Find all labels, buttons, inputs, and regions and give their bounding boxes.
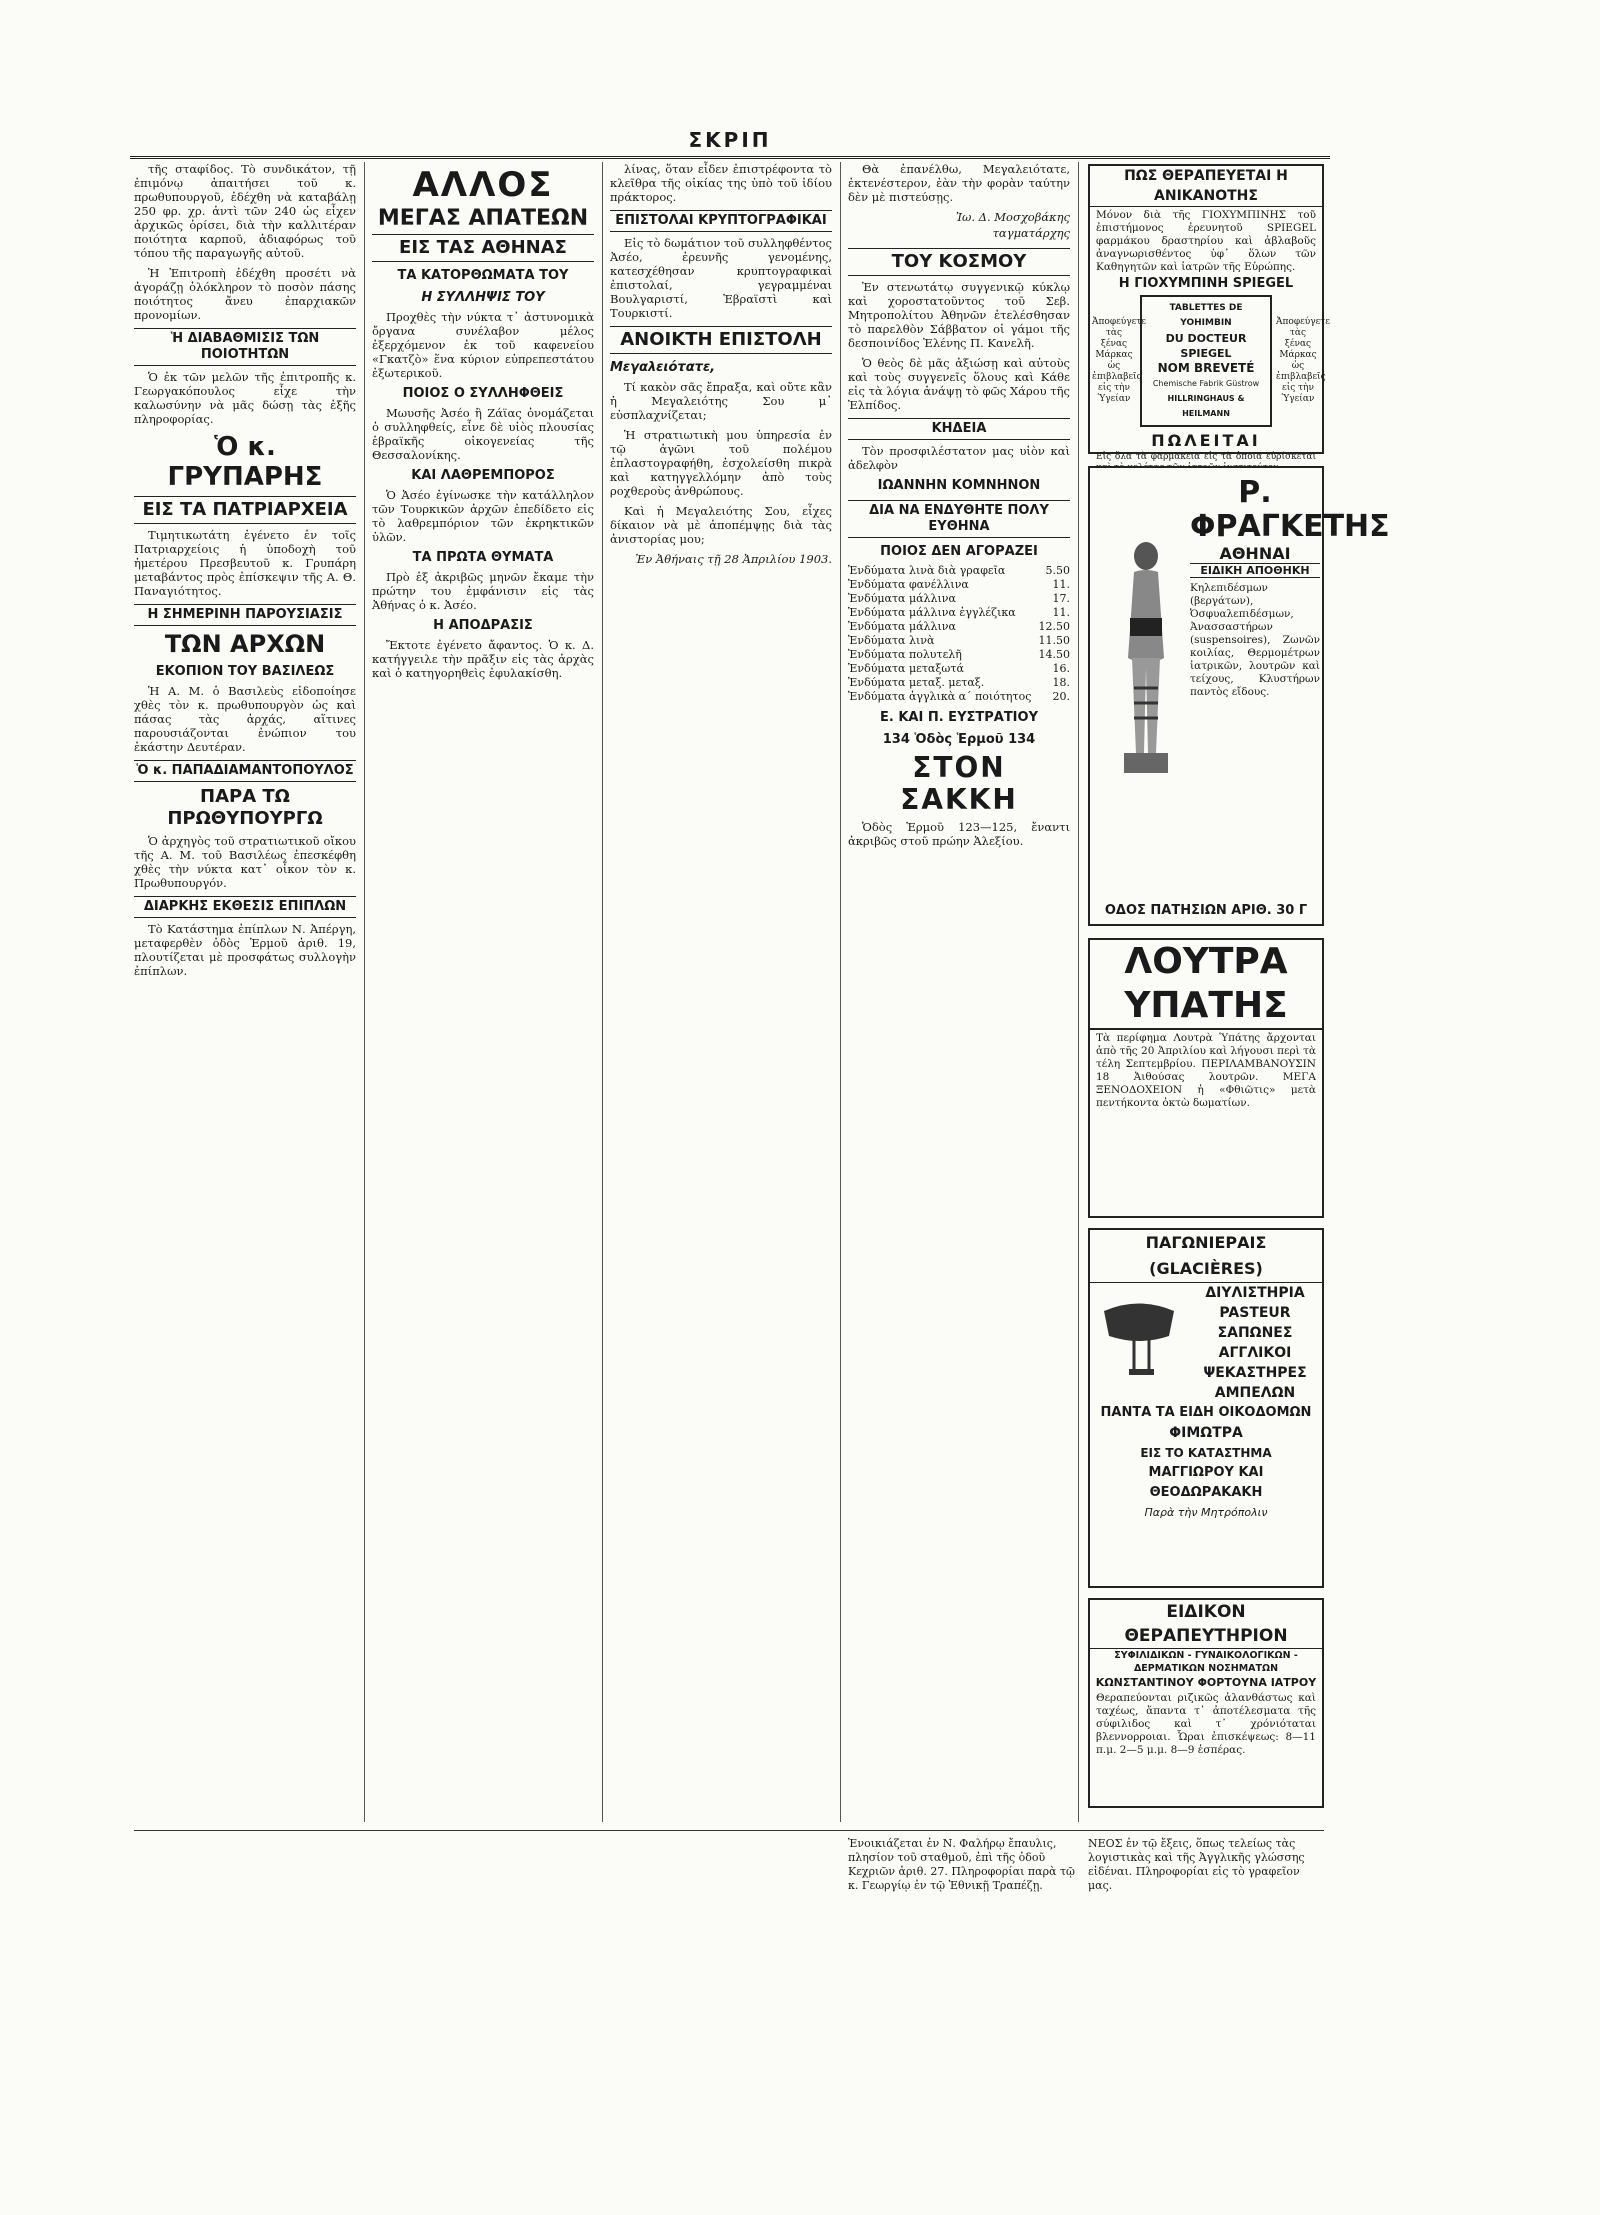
price-row: Ἐνδύματα μεταξωτά 16.: [848, 662, 1070, 675]
signature-name: Ἰω. Δ. Μοσχοβάκης: [955, 210, 1070, 224]
article-paragraph: Ἐν στενωτάτῳ συγγενικῷ κύκλῳ καὶ χοροστατοῦντος τοῦ Σεβ. Μητροπολίτου Ἀθηνῶν ἐτελέσθησαν τὸ παρελθὸν Σάββατον οἱ γάμοι τῆς δεσποινίδος Ἑλένης Π. Κανελῆ.: [848, 280, 1070, 350]
ad-text: Κηλεπιδέσμων (βεργάτων), Ὀσφυαλεπιδέσμων, Ἀνασσαστήρων (suspensoires), Ζωνῶν κοιλίας, Θερμομέτρων ἰατρικῶν, λουτρῶν καὶ τείχους, Κλυστήρων παντὸς εἴδους.: [1190, 582, 1320, 698]
masthead-title: ΣΚΡΙΠ: [688, 128, 772, 152]
subheading: Η ΣΥΛΛΗΨΙΣ ΤΟΥ: [421, 290, 545, 305]
section-heading: ΕΚΟΠΙΟΝ ΤΟΥ ΒΑΣΙΛΕΩΣ: [155, 664, 335, 679]
column-2: [372, 162, 594, 1822]
headline: ΕΙΣ ΤΑΣ ΑΘΗΝΑΣ: [372, 234, 594, 262]
section-heading: ΕΠΙΣΤΟΛΑΙ ΚΡΥΠΤΟΓΡΑΦΙΚΑΙ: [610, 210, 832, 232]
article-paragraph: Ὁ θεὸς δὲ μᾶς ἀξιώσῃ καὶ αὐτοὺς καὶ τοὺς συγγενεῖς ὅλους καὶ Κάθε εἰς τὰ λόγια ἀνάψῃ τὸ φῶς Χάρου τῆς Ἐλπίδος.: [848, 356, 1070, 412]
section-heading: ΚΗΔΕΙΑ: [848, 418, 1070, 440]
article-paragraph: Ὁ ἐκ τῶν μελῶν τῆς ἐπιτροπῆς κ. Γεωργακόπουλος εἶχε τὴν καλωσύνην νὰ μᾶς δώσῃ τὰς ἑξῆς πληροφορίας.: [134, 370, 356, 426]
headline: ΤΑ ΚΑΤΟΡΘΩΜΑΤΑ ΤΟΥ: [397, 268, 569, 283]
subheading: ΚΑΙ ΛΑΘΡΕΜΠΟΡΟΣ: [411, 468, 555, 483]
ad-subtitle: ΣΥΦΙΛΙΔΙΚΩΝ - ΓΥΝΑΙΚΟΛΟΓΙΚΩΝ - ΔΕΡΜΑΤΙΚΩΝ ΝΟΣΗΜΑΤΩΝ: [1114, 1650, 1298, 1674]
article-paragraph: Τί κακὸν σᾶς ἔπραξα, καὶ οὔτε κἂν ἡ Μεγαλειότης Σου μ᾽ εὐσπλαχνίζεται;: [610, 380, 832, 422]
ad-line: ΨΕΚΑΣΤΗΡΕΣ ΑΜΠΕΛΩΝ: [1203, 1365, 1307, 1401]
subheading: Η ΑΠΟΔΡΑΣΙΣ: [433, 618, 533, 633]
ad-label-box: TABLETTES DE YOHIMBIN DU DOCTEUR SPIEGEL NOM BREVETÉ Chemische Fabrik Güstrow HILLRINGHAUS & HEILMANN: [1140, 295, 1272, 427]
ad-store-name: ΜΑΓΓΙΩΡΟΥ ΚΑΙ ΘΕΟΔΩΡΑΚΑΚΗ: [1148, 1465, 1264, 1500]
article-paragraph: Τὸν προσφιλέστατον μας υἱὸν καὶ ἀδελφὸν: [848, 444, 1070, 472]
section-heading: ΔΙΑ ΝΑ ΕΝΔΥΘΗΤΕ ΠΟΛΥ ΕΥΘΗΝΑ: [848, 500, 1070, 538]
ad-footer: Εἰς ὅλα τὰ φαρμακεῖα εἰς τὰ ὁποῖα εὑρίσκεται: [1096, 452, 1316, 462]
article-paragraph: Ὁ Ἀσέο ἐγίνωσκε τὴν κατάλληλον τῶν Τουρκικῶν ἀρχῶν ἐπεδίδετο εἰς τὸ λαθρεμπόριον τῶν ἐκρηκτικῶν ὑλῶν.: [372, 488, 594, 544]
section-heading: ΠΟΙΟΣ ΔΕΝ ΑΓΟΡΑΖΕΙ: [880, 544, 1038, 559]
article-paragraph: λίνας, ὅταν εἶδεν ἐπιστρέφοντα τὸ κλεῖθρα τῆς οἰκίας της ὑπὸ τοῦ ἰδίου πράκτορος.: [610, 162, 832, 204]
ad-line: ΠΑΝΤΑ ΤΑ ΕΙΔΗ ΟΙΚΟΔΟΜΩΝ: [1100, 1405, 1312, 1420]
ad-line: ΦΙΜΩΤΡΑ: [1169, 1425, 1243, 1441]
section-heading: Η ΣΗΜΕΡΙΝΗ ΠΑΡΟΥΣΙΑΣΙΣ: [134, 604, 356, 626]
classified-left: Ἐνοικιάζεται ἐν Ν. Φαλήρῳ ἔπαυλις, πλησίον τοῦ σταθμοῦ, ἐπὶ τῆς ὁδοῦ Κεχριῶν ἀριθ. 27. Πληροφορίαι παρὰ τῷ κ. Γεωργίῳ ἐν τῷ Ἐθνικῇ Τραπέζῃ.: [848, 1837, 1076, 1892]
ad-title: ΠΑΓΩΝΙΕΡΑΙΣ (GLACIÈRES): [1090, 1230, 1322, 1283]
section-heading: ΑΝΟΙΚΤΗ ΕΠΙΣΤΟΛΗ: [610, 326, 832, 354]
store-name: Ε. ΚΑΙ Π. ΕΥΣΤΡΑΤΙΟΥ: [880, 710, 1038, 725]
subheading: ΤΑ ΠΡΩΤΑ ΘΥΜΑΤΑ: [412, 550, 554, 565]
column-rule: [1078, 162, 1079, 1822]
saddle-illustration: [1094, 1291, 1184, 1381]
article-paragraph: Πρὸ ἐξ ἀκριβῶς μηνῶν ἔκαμε τὴν πρώτην του ἐμφάνισιν εἰς τὰς Ἀθήνας ὁ κ. Ἀσέο.: [372, 570, 594, 612]
salutation: Μεγαλειότατε,: [610, 360, 716, 375]
subheading: ΠΟΙΟΣ Ο ΣΥΛΛΗΦΘΕΙΣ: [402, 386, 564, 401]
price-row: Ἐνδύματα πολυτελῆ 14.50: [848, 648, 1070, 661]
article-paragraph: τῆς σταφίδος. Τὸ συνδικάτον, τῇ ἐπιμόνῳ ἀπαιτήσει τοῦ κ. πρωθυπουργοῦ, ἐδέχθη νὰ καταβάλῃ 250 φρ. χρ. ἀντὶ τῶν 240 ὡς εἶχεν ἀρχικῶς ὁρίσει, διὰ τὴν καλλιτέραν ποιότητα καρποῦ, ἀδιαφόρως τοῦ τόπου τῆς παραγωγῆς αὐτοῦ.: [134, 162, 356, 260]
article-paragraph: Ἔκτοτε ἐγένετο ἄφαντος. Ὁ κ. Δ. κατήγγειλε τὴν πρᾶξιν εἰς τὰς ἀρχὰς καὶ ὁ κατηγορηθεὶς ἐφυλακίσθη.: [372, 638, 594, 680]
article-paragraph: Ὁ ἀρχηγὸς τοῦ στρατιωτικοῦ οἴκου τῆς Α. Μ. τοῦ Βασιλέως ἐπεσκέφθη χθὲς τὴν νύκτα κατ᾽ οἶκον τὸν κ. Πρωθυπουργόν.: [134, 834, 356, 890]
ad-warning-right: Ἀποφεύγετε τὰς ξένας Μάρκας ὡς ἐπιβλαβεῖς εἰς τὴν Ὑγείαν: [1276, 317, 1330, 404]
article-paragraph: Ἡ στρατιωτικὴ μου ὑπηρεσία ἐν τῷ ἀγῶνι τοῦ πολέμου ἐπλαστογραφήθη, ἐσχολείσθη πικρὰ καὶ κατηγγελλόμην ἀπὸ τοὺς ροχθεροὺς ἀνθρώπους.: [610, 428, 832, 498]
ad-location: Παρὰ τὴν Μητρόπολιν: [1144, 1506, 1268, 1519]
store-headline: ΣΤΟΝ ΣΑΚΚΗ: [900, 751, 1018, 816]
dateline: Ἐν Ἀθήναις τῇ 28 Ἀπριλίου 1903.: [635, 552, 832, 566]
article-paragraph: Τὸ Κατάστημα ἐπίπλων Ν. Ἀπέργη, μεταφερθὲν ὁδὸς Ἑρμοῦ ἀριθ. 19, πλουτίζεται μὲ προσφάτως συλλογὴν ἐπίπλων.: [134, 922, 356, 978]
column-rule: [602, 162, 603, 1822]
price-list: [848, 564, 1070, 704]
ad-fragketis: [1088, 466, 1390, 926]
section-heading: Ὁ κ. ΓΡΥΠΑΡΗΣ: [167, 432, 323, 492]
ad-title: ΕΙΔΙΚΟΝ ΘΕΡΑΠΕΥΤΗΡΙΟΝ: [1090, 1600, 1322, 1649]
article-paragraph: Τιμητικωτάτη ἐγένετο ἐν τοῖς Πατριαρχείοις ἡ ὑποδοχὴ τοῦ ἡμετέρου Πρεσβευτοῦ κ. Γρυπάρη μεταβάντος πρὸς ἐπίσκεψιν τῆς Α. Θ. Παναγιότητος.: [134, 528, 356, 598]
headline: ΜΕΓΑΣ ΑΠΑΤΕΩΝ: [377, 206, 589, 231]
deceased-name: ΙΩΑΝΝΗΝ ΚΟΜΝΗΝΟΝ: [877, 478, 1041, 493]
ad-address: ΟΔΟΣ ΠΑΤΗΣΙΩΝ ΑΡΙΘ. 30 Γ: [1104, 903, 1308, 918]
article-paragraph: Ἡ Α. Μ. ὁ Βασιλεὺς εἰδοποίησε χθὲς τὸν κ. πρωθυπουργὸν ὡς καὶ πάσας τὰς ἀρχάς, αἵτινες παρουσιάζονται ἐνώπιον του ἑκάστην Δευτέραν.: [134, 684, 356, 754]
column-rule: [840, 162, 841, 1822]
price-row: Ἐνδύματα λινὰ διὰ γραφεῖα 5.50: [848, 564, 1070, 577]
classifieds-strip: [134, 1830, 1324, 1941]
article-paragraph: Ὁδὸς Ἑρμοῦ 123—125, ἔναντι ἀκριβῶς στοῦ πρώην Ἀλεξίου.: [848, 820, 1070, 848]
ad-line: ΕΙΣ ΤΟ ΚΑΤΑΣΤΗΜΑ: [1140, 1446, 1272, 1460]
article-paragraph: Καὶ ἡ Μεγαλειότης Σου, εἶχες δίκαιον νὰ μὲ ἀποπέμψῃς διὰ τὰς ἀνιστορίας μου;: [610, 504, 832, 546]
section-heading: Ἡ ΔΙΑΒΑΘΜΙΣΙΣ ΤΩΝ ΠΟΙΟΤΗΤΩΝ: [134, 328, 356, 366]
ad-glacieres: [1088, 1228, 1324, 1588]
section-heading: ΕΙΣ ΤΑ ΠΑΤΡΙΑΡΧΕΙΑ: [134, 496, 356, 524]
price-row: Ἐνδύματα μάλλινα 17.: [848, 592, 1070, 605]
ad-title: ΠΩΣ ΘΕΡΑΠΕΥΕΤΑΙ Η ΑΝΙΚΑΝΟΤΗΣ: [1090, 166, 1322, 207]
price-row: Ἐνδύματα μεταξ. μεταξ. 18.: [848, 676, 1070, 689]
store-address: 134 Ὁδὸς Ἑρμοῦ 134: [882, 732, 1036, 747]
ad-text: Θεραπεύονται ριζικῶς ἀλανθάστως καὶ ταχέως, ἅπαντα τ᾽ ἀποτέλεσματα τῆς σύφιλιδος καὶ τ᾽ χρόνιόταται βλεννορροιαι. Ὧραι ἐπισκέψεως: 8—11 π.μ. 2—5 μ.μ. 8—9 ἑσπέρας.: [1096, 1692, 1316, 1756]
ad-title: ΛΟΥΤΡΑ ΥΠΑΤΗΣ: [1090, 940, 1322, 1030]
ad-text: Τὰ περίφημα Λουτρὰ Ὑπάτης ἄρχονται ἀπὸ τῆς 20 Ἀπριλίου καὶ λήγουσι περὶ τὰ τέλη Σεπτεμβρίου. ΠΕΡΙΛΑΜΒΑΝΟΥΣΙΝ 18 Ἀιθούσας λουτρῶν. ΜΕΓΑ ΞΕΝΟΔΟΧΕΙΟΝ ἡ «Φθιῶτις» μετὰ πεντήκοντα ὀκτὼ δωματίων.: [1096, 1032, 1316, 1109]
ad-warning-left: Ἀποφεύγετε τὰς ξένας Μάρκας ὡς ἐπιβλαβεῖς εἰς τὴν Ὑγείαν: [1092, 317, 1146, 404]
ad-line: ΣΑΠΩΝΕΣ ΑΓΓΛΙΚΟΙ: [1217, 1325, 1293, 1361]
section-heading: ΔΙΑΡΚΗΣ ΕΚΘΕΣΙΣ ΕΠΙΠΛΩΝ: [134, 896, 356, 918]
price-row: Ἐνδύματα φανέλλινα 11.: [848, 578, 1070, 591]
ad-title: Ρ. ΦΡΑΓΚΕΤΗΣ: [1190, 475, 1390, 544]
article-paragraph: Προχθὲς τὴν νύκτα τ᾽ ἀστυνομικὰ ὄργανα συνέλαβον μέλος ἐξερχόμενον ἐκ τοῦ καφενείου «Γκατζὸ» ἕνα κύριον εὐπρεπεστάτου ἐξωτερικοῦ.: [372, 310, 594, 380]
price-row: Ἐνδύματα ἀγγλικὰ α΄ ποιότητος 20.: [848, 690, 1070, 703]
article-paragraph: Εἰς τὸ δωμάτιον τοῦ συλληφθέντος Ἀσέο, ἐρευνῆς γενομένης, κατεσχέθησαν κρυπτογραφικαὶ ἐπιστολαί, γεγραμμέναι Βουλγαριστί, Ἑβραϊστὶ καὶ Τουρκιστί.: [610, 236, 832, 320]
section-heading: Ὁ κ. ΠΑΠΑΔΙΑΜΑΝΤΟΠΟΥΛΟΣ: [134, 760, 356, 782]
ad-loutra-ypatis: [1088, 938, 1324, 1218]
ad-yohimbin: [1088, 164, 1330, 462]
section-heading: ΠΑΡΑ ΤΩ ΠΡΩΘΥΠΟΥΡΓΩ: [167, 786, 323, 829]
ad-doctor: ΚΩΝΣΤΑΝΤΙΝΟΥ ΦΟΡΤΟΥΝΑ ΙΑΤΡΟΥ: [1095, 1676, 1317, 1689]
article-paragraph: Θὰ ἐπανέλθω, Μεγαλειότατε, ἐκτενέστερον, ἐὰν τὴν φορὰν ταύτην δὲν μὲ πιστεύσῃς.: [848, 162, 1070, 204]
signature-role: ταγματάρχης: [992, 226, 1070, 240]
ad-subtitle: ΕΙΔΙΚΗ ΑΠΟΘΗΚΗ: [1190, 563, 1320, 578]
ad-city: ΑΘΗΝΑΙ: [1219, 544, 1291, 563]
ad-product: Η ΓΙΟΧΥΜΠΙΝΗ SPIEGEL: [1118, 276, 1294, 291]
column-4: [848, 162, 1070, 1822]
headline: ΑΛΛΟΣ: [412, 165, 554, 205]
price-row: Ἐνδύματα μάλλινα 12.50: [848, 620, 1070, 633]
column-3: [610, 162, 832, 1822]
classified-right: ΝΕΟΣ ἐν τῷ ἔξεις, ὅπως τελείως τὰς λογιστικὰς καὶ τῆς Ἀγγλικῆς γλώσσης εἰδέναι. Πληροφορίαι εἰς τὸ γραφεῖον μας.: [1088, 1837, 1305, 1892]
column-1: [134, 162, 356, 1822]
article-paragraph: Ἡ Ἐπιτροπὴ ἐδέχθη προσέτι νὰ ἀγοράζῃ ὁλόκληρον τὸ ποσὸν πάσης ποιότητος ἄνευ ἐπαρχιακῶν προνομίων.: [134, 266, 356, 322]
ad-sell: ΠΩΛΕΙΤΑΙ: [1151, 431, 1261, 450]
price-row: Ἐνδύματα μάλλινα ἐγγλέζικα 11.: [848, 606, 1070, 619]
masthead: [130, 128, 1330, 159]
ad-line: ΔΙΥΛΙΣΤΗΡΙΑ PASTEUR: [1205, 1285, 1305, 1321]
price-row: Ἐνδύματα λινὰ 11.50: [848, 634, 1070, 647]
column-rule: [364, 162, 365, 1822]
article-paragraph: Μωυσῆς Ἀσέο ἢ Ζάϊας ὀνομάζεται ὁ συλληφθείς, εἶνε δὲ υἱὸς πλουσίας ἑβραϊκῆς οἰκογενείας τῆς Θεσσαλονίκης.: [372, 406, 594, 462]
ad-text: Μόνον διὰ τῆς ΓΙΟΧΥΜΠΙΝΗΣ τοῦ ἐπιστήμονος ἐρευνητοῦ SPIEGEL φαρμάκου δραστηρίου καὶ ἀβλαβοῦς ἀναγνωρισθέντος ὑφ᾽ ὅλων τῶν Καθηγητῶν καὶ ἰατρῶν τῆς Εὐρώπης.: [1096, 209, 1316, 273]
statue-illustration: [1106, 538, 1186, 788]
section-heading: ΤΟΥ ΚΟΣΜΟΥ: [848, 248, 1070, 276]
section-heading: ΤΩΝ ΑΡΧΩΝ: [164, 630, 326, 658]
ad-therapeftirion: [1088, 1598, 1324, 1808]
